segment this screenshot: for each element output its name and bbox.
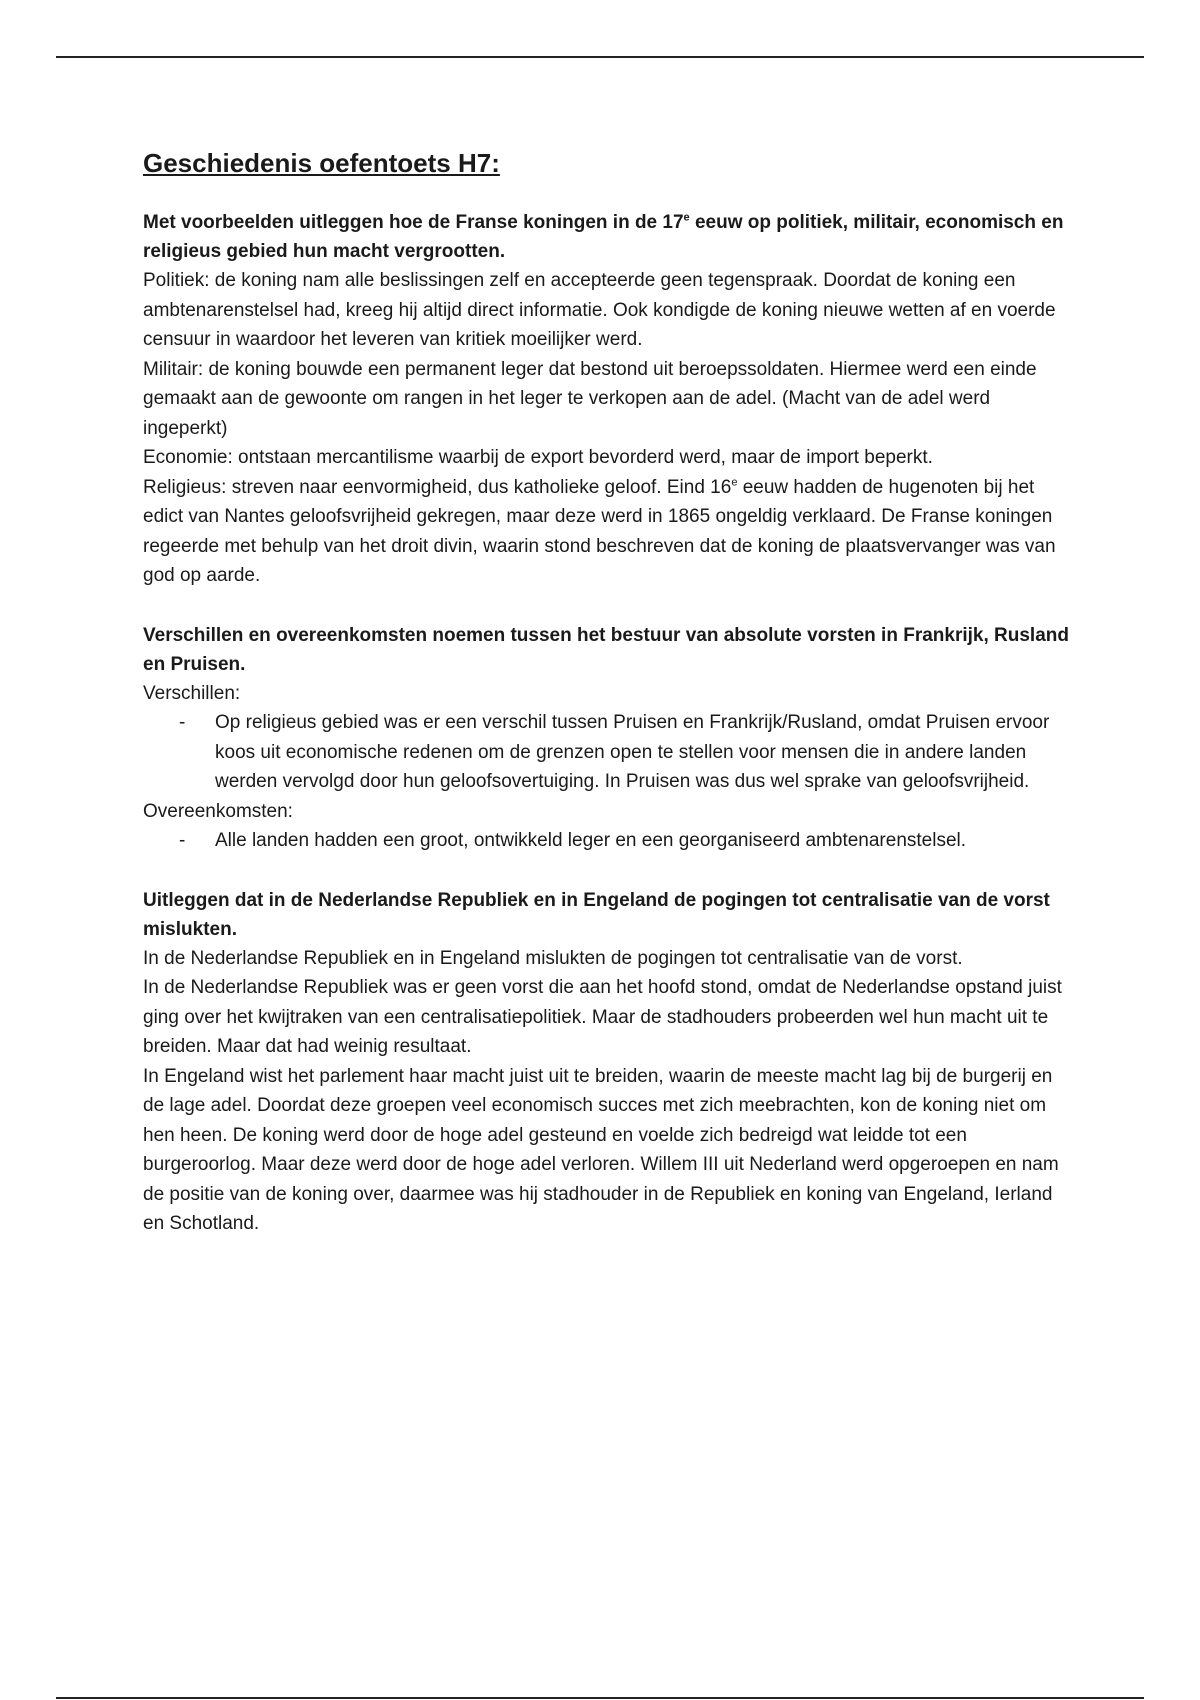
document-title: Geschiedenis oefentoets H7:	[143, 148, 500, 178]
footer-rule	[56, 1697, 1144, 1699]
list-item-text: Op religieus gebied was er een verschil tussen Pruisen en Frankrijk/Rusland, omdat Pruisen ervoor koos uit economische redenen om de grenzen open te stellen voor mensen die in andere landen werden vervolgd door hun geloofsovertuiging. In Pruisen was dus wel sprake van geloofsvrijheid.	[215, 712, 1050, 792]
paragraph-politiek: Politiek: de koning nam alle beslissingen zelf en accepteerde geen tegenspraak. Doordat de koning een ambtenarenstelsel had, kreeg hij altijd direct informatie. Ook kondigde de koning nieuwe wetten af en voerde censuur in waardoor het leveren van kritiek moeilijker werd.	[143, 270, 1056, 350]
superscript: e	[731, 476, 738, 489]
label-overeenkomsten: Overeenkomsten:	[143, 800, 293, 822]
paragraph-economie: Economie: ontstaan mercantilisme waarbij de export bevorderd werd, maar de import beperkt.	[143, 447, 933, 468]
list-item	[143, 708, 1073, 797]
header-rule	[56, 56, 1144, 58]
paragraph-text: Religieus: streven naar eenvormigheid, dus katholieke geloof. Eind 16	[143, 476, 732, 498]
paragraph-engeland: In Engeland wist het parlement haar macht juist uit te breiden, waarin de meeste macht lag bij de burgerij en de lage adel. Doordat deze groepen veel economisch succes met zich meebrachten, kon de koning niet om hen heen. De koning werd door de hoge adel gesteund en voelde zich bedreigd wat leidde tot een burgeroorlog. Maar deze werd door de hoge adel verloren. Willem III uit Nederland werd opgeroepen en nam de positie van de koning over, daarmee was hij stadhouder in de Republiek en koning van Engeland, Ierland en Schotland.	[143, 1065, 1059, 1234]
heading-text: Met voorbeelden uitleggen hoe de Franse koningen in de 17	[143, 212, 684, 233]
paragraph-religieus	[143, 473, 1073, 591]
section-centralisation	[143, 886, 1073, 1239]
document-body	[143, 146, 1073, 1269]
list-item	[143, 826, 1073, 856]
paragraph-intro: In de Nederlandse Republiek en in Engeland mislukten de pogingen tot centralisatie van de vorst.	[143, 947, 963, 969]
heading-text: eeuw op politiek, militair, economisch en religieus gebied hun macht vergrootten.	[143, 212, 1064, 262]
section-heading	[143, 208, 1073, 266]
section-french-kings	[143, 208, 1073, 591]
paragraph-text: eeuw hadden de hugenoten bij het edict van Nantes geloofsvrijheid gekregen, maar deze werd in 1865 ongeldig verklaard. De Franse koningen regeerde met behulp van het droit divin, waarin stond beschreven dat de koning de plaatsvervanger was van god op aarde.	[143, 476, 1056, 586]
superscript: e	[683, 211, 690, 224]
section-absolute-rulers	[143, 621, 1073, 856]
list-item-text: Alle landen hadden een groot, ontwikkeld leger en een georganiseerd ambtenarenstelsel.	[215, 830, 967, 851]
section-heading: Uitleggen dat in de Nederlandse Republiek en in Engeland de pogingen tot centralisatie van de vorst mislukten.	[143, 889, 1050, 940]
section-heading: Verschillen en overeenkomsten noemen tussen het bestuur van absolute vorsten in Frankrijk, Rusland en Pruisen.	[143, 624, 1069, 675]
label-verschillen: Verschillen:	[143, 682, 241, 704]
list-overeenkomsten	[143, 826, 1073, 856]
paragraph-republiek: In de Nederlandse Republiek was er geen vorst die aan het hoofd stond, omdat de Nederlandse opstand juist ging over het kwijtraken van een centralisatiepolitiek. Maar de stadhouders probeerden wel hun macht uit te breiden. Maar dat had weinig resultaat.	[143, 977, 1062, 1057]
bullet-dash: -	[179, 712, 186, 733]
bullet-dash: -	[179, 830, 186, 851]
list-verschillen	[143, 708, 1073, 797]
paragraph-militair: Militair: de koning bouwde een permanent leger dat bestond uit beroepssoldaten. Hiermee werd een einde gemaakt aan de gewoonte om rangen in het leger te verkopen aan de adel. (Macht van de adel werd ingeperkt)	[143, 358, 1037, 439]
